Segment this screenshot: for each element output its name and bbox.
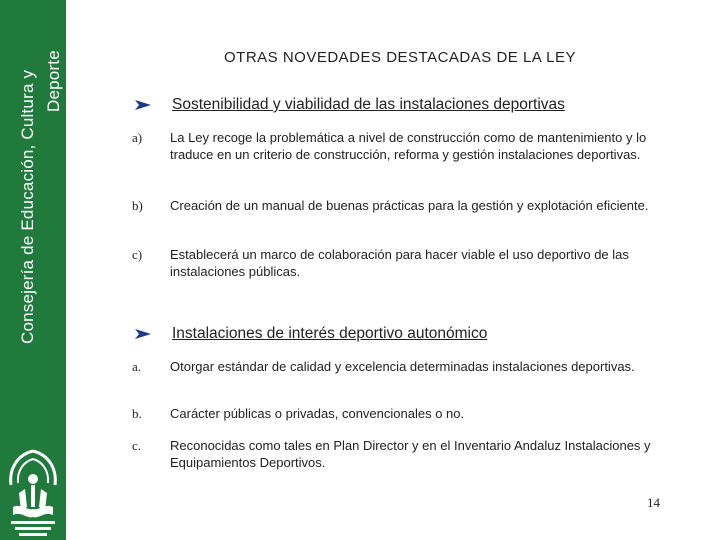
list-marker: b. [132,406,142,421]
list-item [132,437,682,471]
page-title: OTRAS NOVEDADES DESTACADAS DE LA LEY [224,49,576,66]
list-item-text: Carácter públicas o privadas, convencionales o no. [170,406,465,421]
list-item [132,129,682,163]
sidebar [0,0,66,540]
arrow-bullet-icon [134,328,152,340]
list-item-text: Otorgar estándar de calidad y excelencia determinadas instalaciones deportivas. [170,359,635,374]
andalucia-emblem-icon [3,445,63,540]
list-marker: c. [132,438,142,453]
section-heading-interes-autonomico [134,323,487,345]
list-item-text: Reconocidas como tales en Plan Director y en el Inventario Andaluz Instalaciones y Equipamientos Deportivos. [170,438,651,470]
section-heading-sostenibilidad [134,94,565,116]
sidebar-title-line-2: Deporte [44,50,63,112]
sidebar-title-line-1: Consejería de Educación, Cultura y [18,69,37,344]
list-item [132,246,682,280]
page-number: 14 [647,495,660,510]
list-item [132,197,682,214]
section-heading-text: Sostenibilidad y viabilidad de las instalaciones deportivas [172,96,565,113]
list-marker: a) [132,130,143,145]
list-item-text: Creación de un manual de buenas prácticas para la gestión y explotación eficiente. [170,198,649,213]
list-marker: b) [132,198,143,213]
list-marker: a. [132,359,142,374]
sidebar-title [0,0,66,370]
list-item [132,358,682,375]
arrow-bullet-icon [134,99,152,111]
list-item [132,405,682,422]
list-item-text: Establecerá un marco de colaboración para hacer viable el uso deportivo de las instalaciones públicas. [170,247,629,279]
section-heading-text: Instalaciones de interés deportivo autonómico [172,325,488,342]
list-item-text: La Ley recoge la problemática a nivel de construcción como de mantenimiento y lo traduce en un criterio de construcción, reforma y gestión instalaciones deportivas. [170,130,647,162]
list-marker: c) [132,247,143,262]
